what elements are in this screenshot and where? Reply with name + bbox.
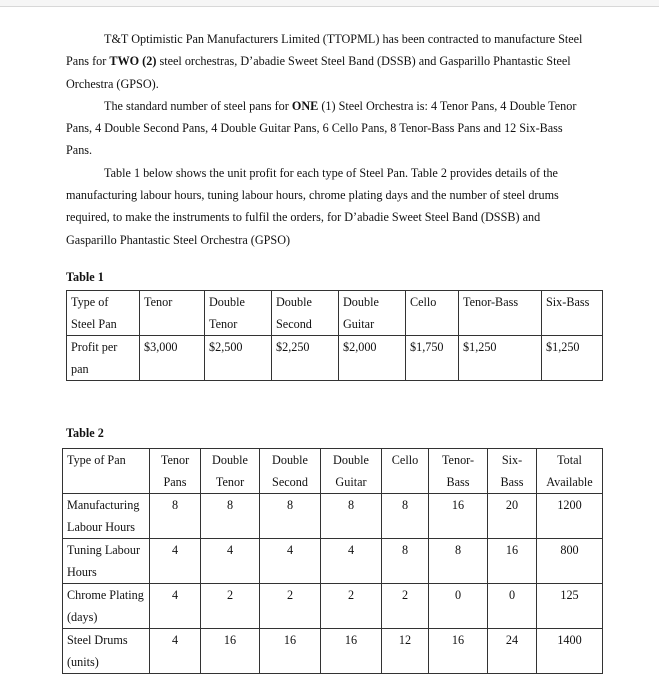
table2-cell: 16 <box>201 629 260 674</box>
table2-cell: 4 <box>150 539 201 584</box>
table2-cell: 1200 <box>537 494 603 539</box>
table2-cell: 8 <box>150 494 201 539</box>
table2-cell: 4 <box>260 539 321 584</box>
table2-cell: 0 <box>488 584 537 629</box>
table2-cell: 0 <box>429 584 488 629</box>
table2-title: Table 2 <box>66 426 104 440</box>
paragraph-standard-text-end: (1) Steel Orchestra is: 4 Tenor Pans, 4 Double Tenor Pans, 4 Double Second Pans, 4 Double Guitar Pans, 6 Cello Pans, 8 Tenor-Bass Pans and 12 Six-Bass Pans. <box>66 98 577 158</box>
table2-header-cell: Total Available <box>537 449 603 494</box>
table2-cell: 2 <box>201 584 260 629</box>
table2-cell: 2 <box>260 584 321 629</box>
table2-cell: 800 <box>537 539 603 584</box>
table1-row-label: Profit per pan <box>67 336 140 381</box>
table2-cell: 4 <box>150 584 201 629</box>
table2-cell: 16 <box>260 629 321 674</box>
table2-cell: 16 <box>321 629 382 674</box>
table2-cell: 2 <box>321 584 382 629</box>
paragraph-intro <box>66 28 586 95</box>
table1-cell: $1,250 <box>542 336 603 381</box>
document-body <box>66 28 586 251</box>
table1-header-cell: Type of Steel Pan <box>67 291 140 336</box>
table2-row-chrome <box>63 584 603 629</box>
table2-cell: 1400 <box>537 629 603 674</box>
table2-cell: 2 <box>382 584 429 629</box>
table1-header-cell: Double Tenor <box>205 291 272 336</box>
table1-profit-row <box>67 336 603 381</box>
table1-cell: $2,250 <box>272 336 339 381</box>
table2-cell: 8 <box>260 494 321 539</box>
table2-header-cell: Tenor Pans <box>150 449 201 494</box>
table2-cell: 16 <box>488 539 537 584</box>
table2-header-cell: Type of Pan <box>63 449 150 494</box>
table2-header-cell: Double Second <box>260 449 321 494</box>
table2-cell: 125 <box>537 584 603 629</box>
table2-row-drums <box>63 629 603 674</box>
table1-header-row <box>67 291 603 336</box>
table2-row-label: Manufacturing Labour Hours <box>63 494 150 539</box>
table2-header-row <box>63 449 603 494</box>
table2-header-cell: Six-Bass <box>488 449 537 494</box>
table2-row-label: Steel Drums (units) <box>63 629 150 674</box>
table2-header-cell: Tenor-Bass <box>429 449 488 494</box>
paragraph-intro-text: T&T Optimistic Pan Manufacturers Limited (TTOPML) has been contracted to manufacture Steel Pans for <box>66 32 583 69</box>
table2-header-cell: Double Tenor <box>201 449 260 494</box>
table1-title: Table 1 <box>66 270 104 284</box>
table1-cell: $2,500 <box>205 336 272 381</box>
table2-cell: 4 <box>150 629 201 674</box>
table2-header-cell: Cello <box>382 449 429 494</box>
paragraph-intro-text-end: steel orchestras, D’abadie Sweet Steel Band (DSSB) and Gasparillo Phantastic Steel Orchestra (GPSO). <box>66 54 571 91</box>
paragraph-tables: Table 1 below shows the unit profit for each type of Steel Pan. Table 2 provides details of the manufacturing labour hours, tuning labour hours, chrome plating days and the number of steel drums required, to make the instruments to fulfil the orders, for D’abadie Sweet Steel Band (DSSB) and Gasparillo Phantastic Steel Orchestra (GPSO) <box>66 165 559 247</box>
table2-cell: 8 <box>201 494 260 539</box>
table2-row-label: Tuning Labour Hours <box>63 539 150 584</box>
paragraph-standard <box>66 95 586 162</box>
table1-cell: $3,000 <box>140 336 205 381</box>
paragraph-intro-bold: TWO (2) <box>109 54 157 69</box>
table2-row-tuning <box>63 539 603 584</box>
table1-header-cell: Double Second <box>272 291 339 336</box>
table2-cell: 4 <box>201 539 260 584</box>
table2-header-cell: Double Guitar <box>321 449 382 494</box>
table1-cell: $1,750 <box>406 336 459 381</box>
table1-header-cell: Cello <box>406 291 459 336</box>
table2 <box>62 448 603 674</box>
table2-cell: 8 <box>321 494 382 539</box>
table2-cell: 24 <box>488 629 537 674</box>
table2-cell: 4 <box>321 539 382 584</box>
table1 <box>66 290 603 381</box>
table2-cell: 16 <box>429 629 488 674</box>
table2-cell: 8 <box>429 539 488 584</box>
paragraph-standard-text: The standard number of steel pans for <box>104 98 292 113</box>
page-top-edge <box>0 0 659 7</box>
paragraph-standard-bold: ONE <box>291 98 319 113</box>
table2-cell: 12 <box>382 629 429 674</box>
table2-cell: 8 <box>382 494 429 539</box>
table2-cell: 16 <box>429 494 488 539</box>
table1-header-cell: Six-Bass <box>542 291 603 336</box>
table1-header-cell: Tenor <box>140 291 205 336</box>
table2-row-label: Chrome Plating (days) <box>63 584 150 629</box>
table1-header-cell: Tenor-Bass <box>459 291 542 336</box>
table1-cell: $2,000 <box>339 336 406 381</box>
table1-header-cell: Double Guitar <box>339 291 406 336</box>
table2-cell: 8 <box>382 539 429 584</box>
table2-row-manufacturing <box>63 494 603 539</box>
table1-cell: $1,250 <box>459 336 542 381</box>
table2-cell: 20 <box>488 494 537 539</box>
